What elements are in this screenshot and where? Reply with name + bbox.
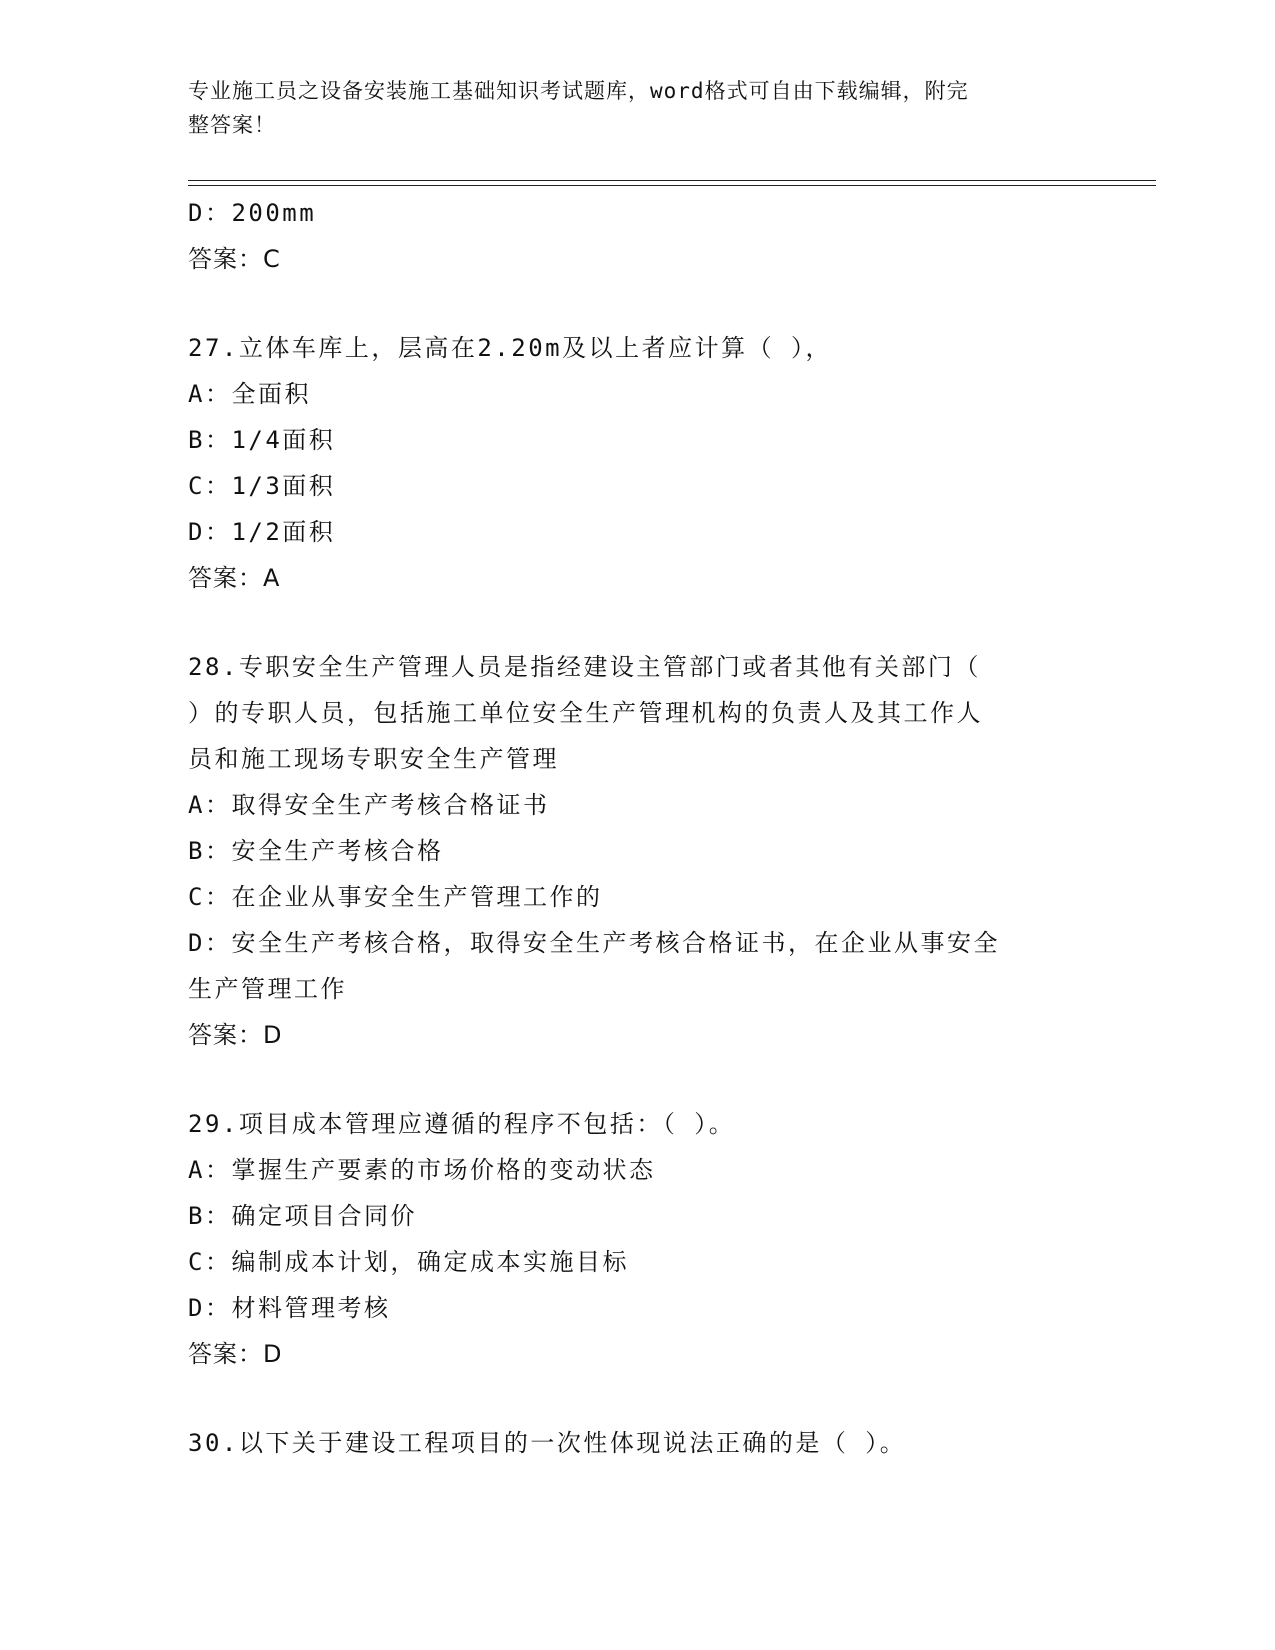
option-c: C：1/3面积 bbox=[188, 472, 336, 500]
question-29 bbox=[188, 1101, 1088, 1377]
option-d-line-1: D：安全生产考核合格，取得安全生产考核合格证书，在企业从事安全 bbox=[188, 929, 1000, 957]
question-27 bbox=[188, 325, 1088, 601]
question-text: 30.以下关于建设工程项目的一次性体现说法正确的是（ ）。 bbox=[188, 1429, 907, 1457]
spacer bbox=[188, 1058, 1088, 1101]
answer: 答案：D bbox=[188, 1021, 283, 1049]
question-text-line-2: ）的专职人员，包括施工单位安全生产管理机构的负责人及其工作人 bbox=[188, 699, 983, 727]
option-a: A：全面积 bbox=[188, 380, 311, 408]
question-text: 27.立体车库上，层高在2.20m及以上者应计算（ ）， bbox=[188, 334, 833, 362]
document-header bbox=[188, 74, 1088, 142]
spacer bbox=[188, 1377, 1088, 1420]
option-c: C：在企业从事安全生产管理工作的 bbox=[188, 883, 603, 911]
header-line-2: 整答案！ bbox=[188, 113, 276, 137]
option-a: A：掌握生产要素的市场价格的变动状态 bbox=[188, 1156, 656, 1184]
option-c: C：编制成本计划，确定成本实施目标 bbox=[188, 1248, 629, 1276]
question-28 bbox=[188, 644, 1088, 1058]
question-text: 29.项目成本管理应遵循的程序不包括：（ ）。 bbox=[188, 1110, 736, 1138]
spacer bbox=[188, 282, 1088, 325]
option-a: A：取得安全生产考核合格证书 bbox=[188, 791, 550, 819]
prev-answer: 答案：C bbox=[188, 245, 281, 273]
header-divider-top bbox=[188, 180, 1156, 181]
option-d: D：1/2面积 bbox=[188, 518, 336, 546]
option-b: B：1/4面积 bbox=[188, 426, 336, 454]
question-text-line-1: 28.专职安全生产管理人员是指经建设主管部门或者其他有关部门（ bbox=[188, 653, 981, 681]
prev-option-d: D：200mm bbox=[188, 199, 317, 227]
option-b: B：确定项目合同价 bbox=[188, 1202, 417, 1230]
option-d: D：材料管理考核 bbox=[188, 1294, 391, 1322]
question-text-line-3: 员和施工现场专职安全生产管理 bbox=[188, 745, 559, 773]
option-b: B：安全生产考核合格 bbox=[188, 837, 444, 865]
header-line-1: 专业施工员之设备安装施工基础知识考试题库，word格式可自由下载编辑，附完 bbox=[188, 79, 969, 103]
option-d-line-2: 生产管理工作 bbox=[188, 975, 347, 1003]
answer: 答案：D bbox=[188, 1340, 283, 1368]
document-body bbox=[188, 190, 1088, 1466]
question-30 bbox=[188, 1420, 1088, 1466]
header-divider-bottom bbox=[188, 185, 1156, 186]
spacer bbox=[188, 601, 1088, 644]
answer: 答案：A bbox=[188, 564, 281, 592]
